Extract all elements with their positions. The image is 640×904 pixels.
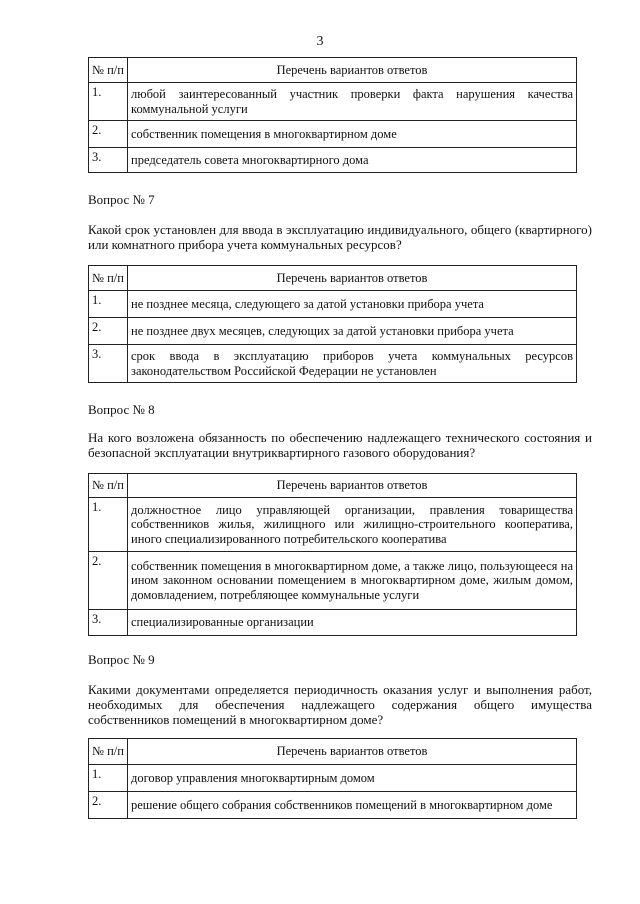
row-number: 1.: [89, 765, 128, 792]
table-row: [89, 318, 577, 345]
header-title: Перечень вариантов ответов: [128, 474, 577, 498]
table-row: [89, 765, 577, 792]
answer-text: договор управления многоквартирным домом: [128, 765, 577, 792]
table-row: [89, 121, 577, 148]
answer-text: решение общего собрания собственников помещений в многоквартирном доме: [128, 792, 577, 819]
answer-text: не позднее двух месяцев, следующих за датой установки прибора учета: [128, 318, 577, 345]
question-7-label: Вопрос № 7: [88, 192, 155, 207]
row-number: 2.: [89, 121, 128, 148]
header-num: № п/п: [89, 739, 128, 765]
row-number: 1.: [89, 83, 128, 121]
answer-text: собственник помещения в многоквартирном доме, а также лицо, пользующееся на ином законном основании помещением в многоквартирном доме, жилым домом, домовладением, потребляющее коммунальные услуги: [128, 552, 577, 610]
table-row: [89, 345, 577, 383]
question-7-text: Какой срок установлен для ввода в эксплуатацию индивидуального, общего (квартирного) или комнатного прибора учета коммунальных ресурсов?: [88, 222, 592, 252]
row-number: 2.: [89, 792, 128, 819]
answer-text: срок ввода в эксплуатацию приборов учета коммунальных ресурсов законодательством Российской Федерации не установлен: [128, 345, 577, 383]
row-number: 2.: [89, 318, 128, 345]
question-9-label: Вопрос № 9: [88, 652, 155, 667]
answers-table-q7: [88, 265, 577, 383]
answer-text: любой заинтересованный участник проверки факта нарушения качества коммунальной услуги: [128, 83, 577, 121]
row-number: 3.: [89, 148, 128, 173]
table-row: [89, 552, 577, 610]
header-num: № п/п: [89, 58, 128, 83]
table-row: [89, 83, 577, 121]
table-row: [89, 148, 577, 173]
question-8-label: Вопрос № 8: [88, 402, 155, 417]
header-title: Перечень вариантов ответов: [128, 58, 577, 83]
row-number: 1.: [89, 498, 128, 552]
table-header-row: [89, 58, 577, 83]
page-number: 3: [316, 34, 324, 49]
row-number: 2.: [89, 552, 128, 610]
row-number: 1.: [89, 291, 128, 318]
answers-table-q6: [88, 57, 577, 173]
answers-table-q8: [88, 473, 577, 636]
header-num: № п/п: [89, 266, 128, 291]
header-num: № п/п: [89, 474, 128, 498]
question-9-text: Какими документами определяется периодичность оказания услуг и выполнения работ, необходимых для обеспечения надлежащего содержания общего имущества собственников помещений в многоквартирном доме?: [88, 682, 592, 727]
table-row: [89, 498, 577, 552]
header-title: Перечень вариантов ответов: [128, 266, 577, 291]
table-header-row: [89, 739, 577, 765]
answer-text: не позднее месяца, следующего за датой установки прибора учета: [128, 291, 577, 318]
header-title: Перечень вариантов ответов: [128, 739, 577, 765]
table-header-row: [89, 266, 577, 291]
row-number: 3.: [89, 610, 128, 636]
table-row: [89, 792, 577, 819]
table-row: [89, 610, 577, 636]
question-8-text: На кого возложена обязанность по обеспечению надлежащего технического состояния и безопасной эксплуатации внутриквартирного газового оборудования?: [88, 430, 592, 460]
answer-text: председатель совета многоквартирного дома: [128, 148, 577, 173]
answer-text: специализированные организации: [128, 610, 577, 636]
answer-text: должностное лицо управляющей организации, правления товарищества собственников жилья, жилищного или жилищно-строительного кооператива, иного специализированного потребительского кооператива: [128, 498, 577, 552]
row-number: 3.: [89, 345, 128, 383]
answers-table-q9: [88, 738, 577, 819]
table-row: [89, 291, 577, 318]
table-header-row: [89, 474, 577, 498]
answer-text: собственник помещения в многоквартирном доме: [128, 121, 577, 148]
